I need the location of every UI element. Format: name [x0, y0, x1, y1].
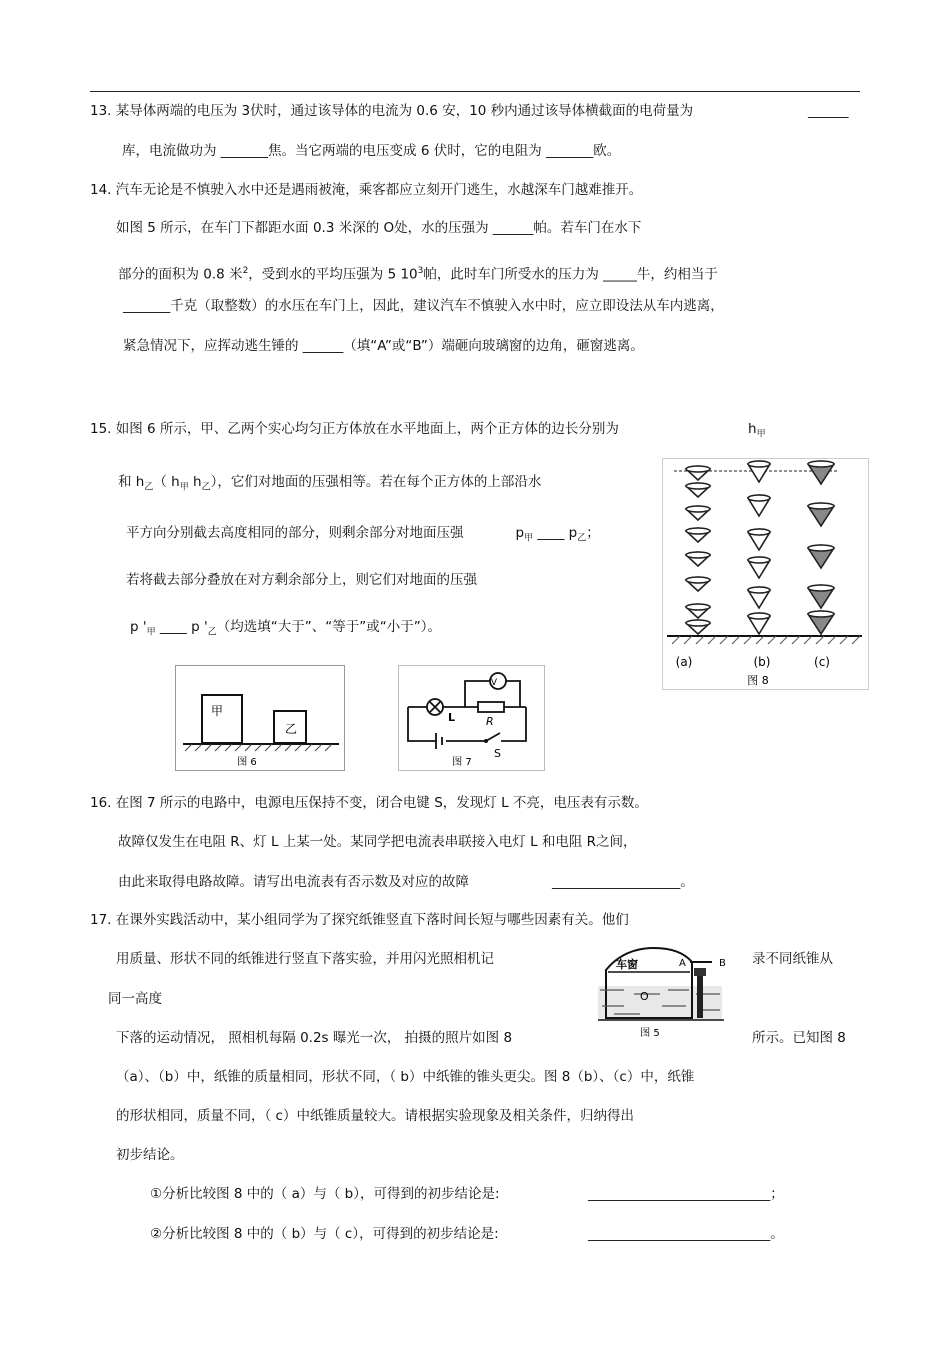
q17-line5: （a）、（b）中，纸锥的质量相同，形状不同，（ b）中纸锥的锥头更尖。图 8（b）、（c）中，纸锥: [116, 1069, 695, 1085]
paper-cone-rim: [686, 506, 710, 512]
q15-line2: 和 $h_乙$（ $h_甲$ $h_乙$），它们对地面的压强相等。若在每个正方体的上部沿水: [118, 474, 542, 493]
figure-7-circuit: [398, 665, 545, 771]
q14-line2: 如图 5 所示，在车门下都距水面 0.3 米深的 O处，水的压强为 ______帕。若车门在水下: [116, 220, 642, 236]
paper-cone-rim: [748, 587, 770, 593]
q13-blank1: ______: [808, 103, 849, 119]
q17-item1: ①分析比较图 8 中的（ a）与（ b），可得到的初步结论是:: [150, 1186, 500, 1202]
q14-line3: 部分的面积为 0.8 米$^2$，受到水的平均压强为 5 $10^3$帕，此时车门所受水的压力为 _____牛，约相当于: [118, 266, 718, 283]
figure-5-car-door: [594, 940, 736, 1040]
fig6-cube-yi: 乙: [285, 722, 298, 736]
fig8-label-c: (c): [814, 655, 830, 669]
paper-cone-rim: [808, 545, 834, 551]
q13-line1: 13. 某导体两端的电压为 3伏时，通过该导体的电流为 0.6 安，10 秒内通过该导体横截面的电荷量为: [90, 103, 694, 119]
fig5-caption: 图 5: [640, 1028, 660, 1039]
q17-line4a: 下落的运动情况， 照相机每隔 0.2s 曝光一次， 拍摄的照片如图 8: [116, 1030, 513, 1046]
q16-line2: 故障仅发生在电阻 R、灯 L 上某一处。某同学把电流表串联接入电灯 L 和电阻 R之间，: [118, 834, 637, 850]
fig8-label-a: (a): [675, 655, 693, 669]
fig5-a-label: A: [679, 958, 686, 969]
paper-cone-rim: [686, 466, 710, 472]
fig5-b-label: B: [719, 958, 726, 969]
paper-cone-rim: [686, 604, 710, 610]
q17-line6: 的形状相同，质量不同，（ c）中纸锥质量较大。请根据实验现象及相关条件，归纳得出: [116, 1108, 634, 1124]
paper-cone-rim: [748, 557, 770, 563]
fig6-caption: 图 6: [237, 757, 257, 768]
q17-line2b: 录不同纸锥从: [752, 951, 833, 967]
paper-cone-rim: [748, 613, 770, 619]
q15-line5: p '$_甲$ ____ p '$_乙$（均选填“大于”、“等于”或“小于”）。: [130, 619, 441, 638]
paper-cone-rim: [808, 585, 834, 591]
fig7-caption: 图 7: [452, 757, 472, 768]
q13-line2: 库，电流做功为 _______焦。当它两端的电压变成 6 伏时，它的电阻为 _______欧。: [122, 143, 621, 159]
paper-cone-rim: [748, 461, 770, 467]
q17-line3: 同一高度: [108, 991, 162, 1007]
q17-item2-blank: ___________________________。: [588, 1226, 784, 1242]
q16-line3: 由此来取得电路故障。请写出电流表有否示数及对应的故障: [118, 874, 469, 890]
paper-cone-rim: [686, 552, 710, 558]
q14-line1: 14. 汽车无论是不慎驶入水中还是遇雨被淹，乘客都应立刻开门逃生，水越深车门越难推开。: [90, 182, 643, 198]
paper-cone-rim: [748, 495, 770, 501]
paper-cone-rim: [686, 620, 710, 626]
q17-item2: ②分析比较图 8 中的（ b）与（ c），可得到的初步结论是:: [150, 1226, 499, 1242]
paper-cone-rim: [808, 503, 834, 509]
fig7-voltmeter-label: V: [490, 678, 498, 688]
fig5-o-label: O: [640, 990, 649, 1003]
top-rule: [90, 91, 860, 92]
paper-cone-rim: [686, 483, 710, 489]
figure-6-cubes: [175, 665, 345, 771]
paper-cone-rim: [748, 529, 770, 535]
q15-line4: 若将截去部分叠放在对方剩余部分上，则它们对地面的压强: [126, 572, 477, 588]
q16-line1: 16. 在图 7 所示的电路中，电源电压保持不变，闭合电键 S，发现灯 L 不亮，电压表有示数。: [90, 795, 648, 811]
fig7-switch-label: S: [494, 747, 501, 760]
paper-cone-rim: [808, 461, 834, 467]
fig5-window-label: 车窗: [616, 958, 638, 971]
q15-line3: 平方向分别截去高度相同的部分，则剩余部分对地面压强 $p_甲$ ____ $p_乙$；: [126, 525, 600, 544]
figure-8-cones: [662, 458, 869, 690]
q16-blank: ___________________。: [552, 874, 694, 890]
q17-item1-blank: ___________________________；: [588, 1186, 784, 1202]
fig7-resistor-label: R: [486, 715, 494, 728]
q17-line1: 17. 在课外实践活动中，某小组同学为了探究纸锥竖直下落时间长短与哪些因素有关。他们: [90, 912, 629, 928]
paper-cone-rim: [808, 611, 834, 617]
q17-line4b: 所示。已知图 8: [752, 1030, 846, 1046]
q15-h-jia: $h_甲$: [748, 421, 766, 440]
q15-line1: 15. 如图 6 所示，甲、乙两个实心均匀正方体放在水平地面上，两个正方体的边长分别为: [90, 421, 619, 437]
paper-cone-rim: [686, 528, 710, 534]
q17-line7: 初步结论。: [116, 1147, 184, 1163]
q17-line2a: 用质量、形状不同的纸锥进行竖直下落实验，并用闪光照相机记: [116, 951, 494, 967]
paper-cone-rim: [686, 577, 710, 583]
fig8-caption: 图 8: [747, 674, 769, 687]
fig6-cube-jia: 甲: [211, 704, 224, 718]
fig7-lamp-label: L: [448, 711, 456, 724]
q14-line5: 紧急情况下，应挥动逃生锤的 ______（填“A”或“B”）端砸向玻璃窗的边角，砸窗逃离。: [123, 338, 644, 354]
q14-line4: _______千克（取整数）的水压在车门上，因此，建议汽车不慎驶入水中时，应立即设法从车内逃离，: [123, 298, 724, 314]
fig8-label-b: (b): [753, 655, 771, 669]
